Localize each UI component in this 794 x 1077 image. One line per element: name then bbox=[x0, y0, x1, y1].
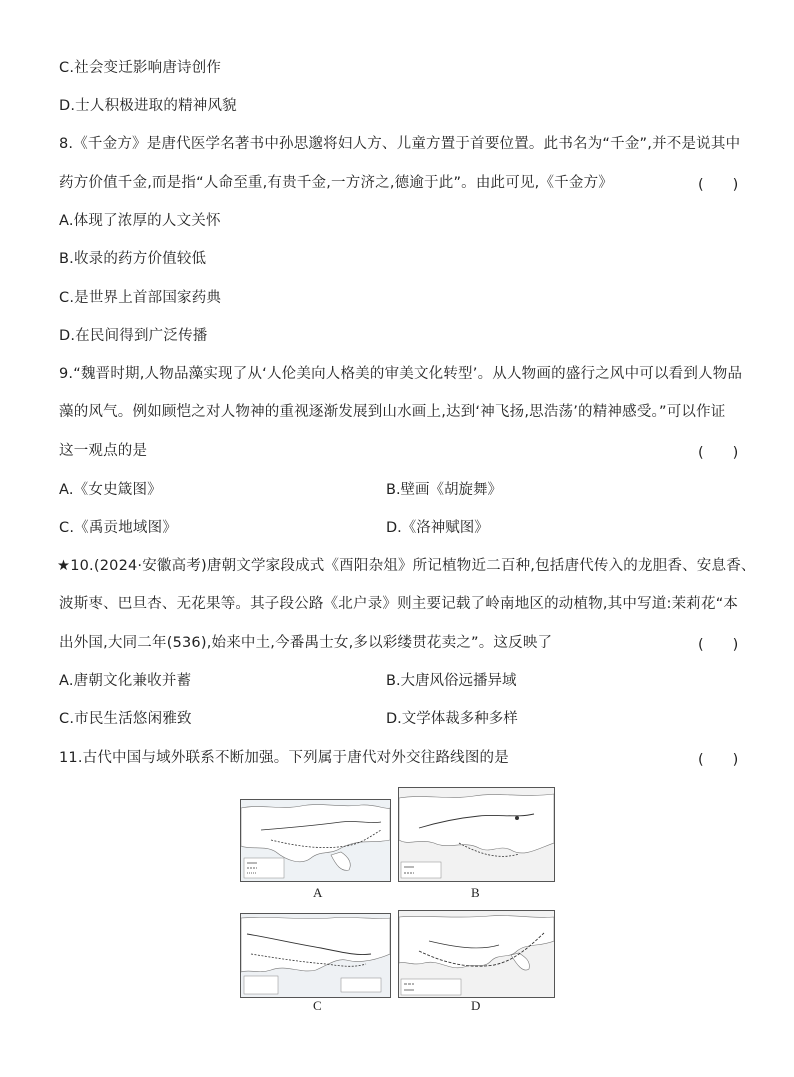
map-d-label: D bbox=[471, 998, 481, 1013]
q10-option-a: A.唐朝文化兼收并蓄 bbox=[59, 673, 192, 689]
q10-option-c: C.市民生活悠闲雅致 bbox=[59, 711, 192, 727]
q8-option-b: B.收录的药方价值较低 bbox=[59, 251, 207, 267]
q10-stem-line-2: 波斯枣、巴旦杏、无花果等。其子段公路《北户录》则主要记载了岭南地区的动植物,其中写道:茉莉花“本 bbox=[59, 596, 739, 612]
q7-option-d: D.士人积极进取的精神风貌 bbox=[59, 98, 237, 114]
q8-stem-line-1: 8.《千金方》是唐代医学名著书中孙思邈将妇人方、儿童方置于首要位置。此书名为“千金”,并不是说其中 bbox=[59, 136, 741, 152]
q9-stem-line-1: 9.“魏晋时期,人物品藻实现了从‘人伦美向人格美的审美文化转型’。从人物画的盛行之风中可以看到人物品 bbox=[59, 366, 743, 382]
q10-answer-bracket: ( ) bbox=[698, 637, 739, 653]
map-b-label: B bbox=[471, 885, 480, 900]
map-a-label: A bbox=[313, 885, 323, 900]
map-a bbox=[240, 799, 391, 882]
map-d bbox=[398, 910, 555, 998]
q9-option-d: D.《洛神赋图》 bbox=[386, 520, 489, 536]
q8-answer-bracket: ( ) bbox=[698, 177, 739, 193]
q9-option-b: B.壁画《胡旋舞》 bbox=[386, 482, 503, 498]
q8-option-c: C.是世界上首部国家药典 bbox=[59, 290, 222, 306]
map-c bbox=[240, 913, 391, 998]
q11-stem-line-1: 11.古代中国与域外联系不断加强。下列属于唐代对外交往路线图的是 bbox=[59, 750, 509, 766]
q9-stem-line-2: 藻的风气。例如顾恺之对人物神的重视逐渐发展到山水画上,达到‘神飞扬,思浩荡’的精神感受。”可以作证 bbox=[59, 404, 726, 420]
q9-option-a: A.《女史箴图》 bbox=[59, 482, 162, 498]
q9-answer-bracket: ( ) bbox=[698, 445, 739, 461]
map-b bbox=[398, 787, 555, 882]
q11-answer-bracket: ( ) bbox=[698, 752, 739, 768]
q10-option-b: B.大唐风俗远播异域 bbox=[386, 673, 517, 689]
q7-option-c: C.社会变迁影响唐诗创作 bbox=[59, 60, 222, 76]
q8-stem-line-2: 药方价值千金,而是指“人命至重,有贵千金,一方济之,德逾于此”。由此可见,《千金方》 bbox=[59, 175, 613, 191]
q10-option-d: D.文学体裁多种多样 bbox=[386, 711, 518, 727]
q8-option-a: A.体现了浓厚的人文关怀 bbox=[59, 213, 221, 229]
map-c-label: C bbox=[313, 998, 322, 1013]
q8-option-d: D.在民间得到广泛传播 bbox=[59, 328, 208, 344]
q9-stem-line-3: 这一观点的是 bbox=[59, 443, 148, 459]
q10-stem-line-3: 出外国,大同二年(536),始来中土,今番禺士女,多以彩缕贯花卖之”。这反映了 bbox=[59, 635, 553, 651]
q9-option-c: C.《禹贡地域图》 bbox=[59, 520, 178, 536]
q10-stem-line-1: ★10.(2024·安徽高考)唐朝文学家段成式《酉阳杂俎》所记植物近二百种,包括唐代传入的龙胆香、安息香、 bbox=[57, 558, 756, 574]
